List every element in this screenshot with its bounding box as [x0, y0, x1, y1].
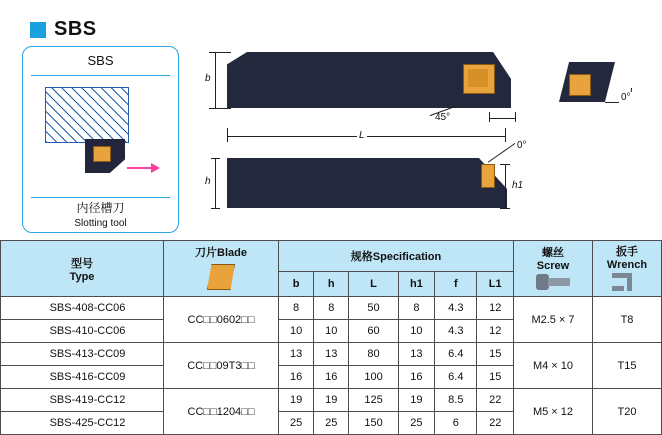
cell-type: SBS-408-CC06	[1, 297, 164, 320]
cell-h1: 8	[398, 297, 435, 320]
cell-L1: 12	[477, 297, 514, 320]
cell-b: 10	[279, 320, 314, 343]
cell-L1: 12	[477, 320, 514, 343]
header-wrench	[593, 241, 662, 297]
subheader-b: b	[279, 272, 314, 297]
dim-L1-tick-left	[489, 112, 490, 122]
cell-screw: M2.5 × 7	[514, 297, 593, 343]
dim-h-tick-top	[211, 158, 220, 159]
cell-blade: CC□□0602□□	[164, 297, 279, 343]
dim-L1-tick-right	[515, 112, 516, 122]
cell-L: 150	[349, 412, 398, 435]
header-type	[1, 241, 164, 297]
cell-h1: 19	[398, 389, 435, 412]
insert-icon	[207, 264, 235, 290]
page-header	[30, 18, 97, 41]
dim-L1-line	[489, 118, 515, 119]
cell-L1: 22	[477, 412, 514, 435]
cell-wrench: T8	[593, 297, 662, 343]
cell-h: 25	[314, 412, 349, 435]
cell-f: 4.3	[435, 320, 477, 343]
cell-type: SBS-413-CC09	[1, 343, 164, 366]
cell-type: SBS-425-CC12	[1, 412, 164, 435]
subheader-L: L	[349, 272, 398, 297]
header-blade	[164, 241, 279, 297]
dim-b-line	[215, 52, 216, 108]
cell-b: 13	[279, 343, 314, 366]
cell-h1: 16	[398, 366, 435, 389]
subheader-h1: h1	[398, 272, 435, 297]
header-blade-label: 刀片Blade	[195, 247, 247, 259]
side-view-body	[227, 158, 507, 208]
table-row	[1, 389, 662, 412]
panel-title: SBS	[87, 53, 114, 68]
cell-L1: 15	[477, 343, 514, 366]
cell-type: SBS-419-CC12	[1, 389, 164, 412]
cell-L: 125	[349, 389, 398, 412]
subheader-f: f	[435, 272, 477, 297]
dim-L-tick-right	[505, 128, 506, 142]
dim-h1-tick-bottom	[500, 208, 510, 209]
header-spec: 规格Specification	[279, 241, 514, 272]
dim-label-b: b	[205, 73, 211, 84]
cell-h: 13	[314, 343, 349, 366]
cell-f: 6	[435, 412, 477, 435]
subheader-h: h	[314, 272, 349, 297]
cell-L: 60	[349, 320, 398, 343]
cell-h1: 13	[398, 343, 435, 366]
cell-b: 25	[279, 412, 314, 435]
dim-L-tick-left	[227, 128, 228, 142]
cell-L1: 22	[477, 389, 514, 412]
cell-blade: CC□□1204□□	[164, 389, 279, 435]
subheader-L1: L1	[477, 272, 514, 297]
panel-divider-top	[31, 75, 170, 76]
cell-h1: 25	[398, 412, 435, 435]
cell-f: 4.3	[435, 297, 477, 320]
header-type-cn: 型号	[71, 257, 93, 270]
insert-icon-side-view	[481, 164, 495, 188]
cell-h: 19	[314, 389, 349, 412]
dim-h1-tick-top	[500, 164, 510, 165]
dim-h1-line	[505, 164, 506, 208]
angle-leader-0-top	[488, 142, 516, 162]
technical-drawing	[185, 40, 655, 235]
cell-type: SBS-416-CC09	[1, 366, 164, 389]
cell-h: 16	[314, 366, 349, 389]
angle-label-0-top: 0°	[517, 140, 527, 151]
cell-b: 16	[279, 366, 314, 389]
header-wrench-cn: 扳手	[616, 246, 638, 258]
cell-f: 6.4	[435, 343, 477, 366]
blue-square-icon	[30, 22, 46, 38]
cell-h: 8	[314, 297, 349, 320]
cell-h1: 10	[398, 320, 435, 343]
cell-L: 50	[349, 297, 398, 320]
cell-screw: M4 × 10	[514, 343, 593, 389]
cell-h: 10	[314, 320, 349, 343]
cell-f: 6.4	[435, 366, 477, 389]
header-type-en: Type	[69, 270, 95, 283]
arrow-right-icon	[127, 163, 161, 173]
insert-icon-section	[569, 74, 591, 96]
page-title: SBS	[54, 18, 97, 40]
header-wrench-en: Wrench	[606, 259, 648, 271]
header-screw	[514, 241, 593, 297]
section-view-right	[545, 48, 645, 118]
cell-type: SBS-410-CC06	[1, 320, 164, 343]
panel-divider-bottom	[31, 197, 170, 198]
insert-icon-top-view	[463, 64, 495, 94]
dim-label-L: L	[359, 130, 365, 141]
header-screw-cn: 螺丝	[542, 247, 564, 259]
cell-b: 19	[279, 389, 314, 412]
ext-line-top-1	[209, 52, 231, 53]
wrench-icon	[612, 273, 642, 291]
cell-wrench: T15	[593, 343, 662, 389]
dim-h-line	[215, 158, 216, 208]
top-view-shank	[227, 52, 477, 108]
table-row	[1, 343, 662, 366]
angle-label-0-right: 0°	[621, 92, 631, 103]
cell-wrench: T20	[593, 389, 662, 435]
workpiece-hatch	[45, 87, 129, 143]
dim-h-tick-bottom	[211, 208, 220, 209]
cell-L: 80	[349, 343, 398, 366]
specification-table	[0, 240, 662, 435]
cell-blade: CC□□09T3□□	[164, 343, 279, 389]
illustration-panel	[22, 46, 179, 233]
header-screw-en: Screw	[536, 260, 570, 272]
cell-b: 8	[279, 297, 314, 320]
cell-L1: 15	[477, 366, 514, 389]
table-header-row	[1, 241, 662, 272]
dim-label-h: h	[205, 176, 211, 187]
ext-line-top-2	[209, 108, 231, 109]
cell-L: 100	[349, 366, 398, 389]
panel-caption-cn: 内径槽刀	[76, 201, 125, 215]
screw-icon	[536, 274, 570, 290]
cell-f: 8.5	[435, 389, 477, 412]
insert-icon	[93, 146, 111, 162]
table-row	[1, 297, 662, 320]
cell-screw: M5 × 12	[514, 389, 593, 435]
dim-label-h1: h1	[512, 180, 524, 191]
angle-label-45: 45°	[435, 112, 451, 123]
panel-caption-en: Slotting tool	[74, 218, 127, 229]
